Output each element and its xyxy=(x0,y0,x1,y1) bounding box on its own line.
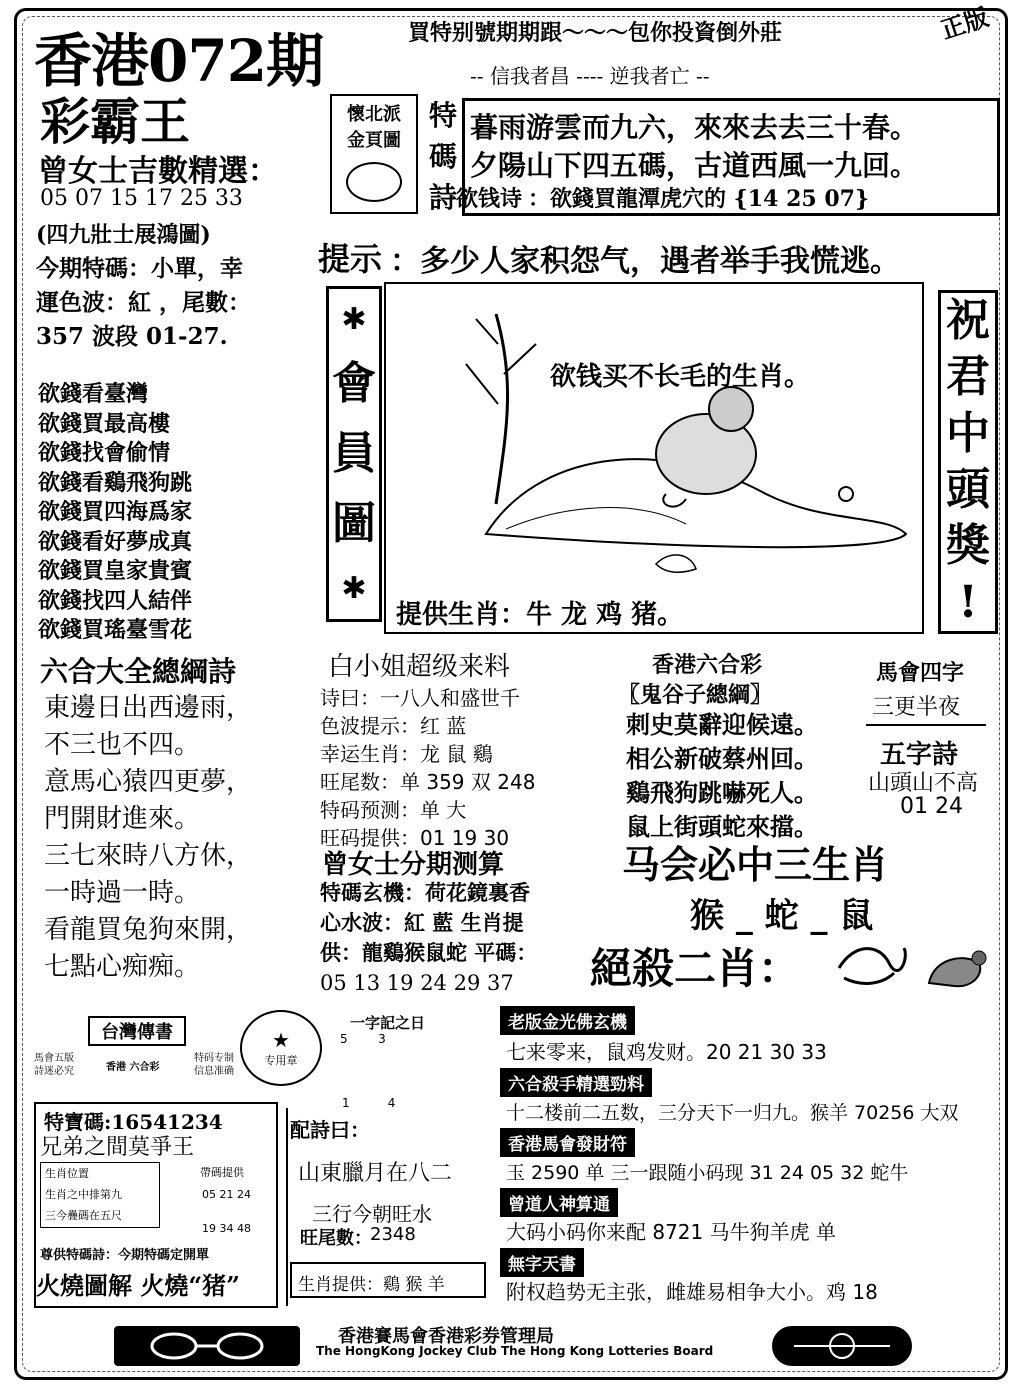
side-num: 19 34 48 xyxy=(202,1222,251,1235)
missbai-title: 白小姐超级来料 xyxy=(328,652,511,682)
lucky-paren: (四九壯士展鴻圖) xyxy=(36,222,211,248)
zodiac-box-line: 生肖位置 xyxy=(45,1167,89,1180)
corner-badge: 正版 xyxy=(937,2,992,45)
money-item: 欲錢看臺灣 xyxy=(38,381,149,407)
subtitle: 彩霸王 xyxy=(40,92,190,151)
one-word-label: 一字記之日 xyxy=(350,1014,426,1032)
liuhe-title: 六合大全總綱詩 xyxy=(40,655,237,688)
missbai-row: 旺尾数：单 359 双 248 xyxy=(320,770,536,794)
picture-caption: 欲钱买不长毛的生肖。 xyxy=(550,362,811,392)
main-title: 香港072期 xyxy=(34,27,324,95)
special-line-1: 今期特碼：小單，幸 xyxy=(36,255,243,282)
logo-emblem xyxy=(346,162,402,202)
tip-text: 附权趋势无主张，雌雄易相争大小。鸡 18 xyxy=(506,1280,878,1304)
tip-text: 大码小码你来配 8721 马牛狗羊虎 单 xyxy=(506,1220,836,1244)
dragon-monkey-icon xyxy=(834,938,994,994)
vertical-char: 中 xyxy=(946,407,990,459)
guigu-line: 鷄飛狗跳嚇死人。 xyxy=(626,778,818,807)
motto: -- 信我者昌 ---- 逆我者亡 -- xyxy=(470,64,710,88)
logo-text: 懷北派 xyxy=(347,104,401,125)
money-item: 欲錢買瑤臺雪花 xyxy=(38,617,193,643)
small-right xyxy=(194,1052,234,1078)
guigu-lines xyxy=(626,708,818,844)
tip-text: 十二楼前二五数，三分天下一归九。猴羊 70256 大双 xyxy=(506,1102,959,1124)
lucky-numbers: 05 07 15 17 25 33 xyxy=(40,186,243,211)
money-item: 欲錢買最高樓 xyxy=(38,410,171,437)
side-num: 05 21 24 xyxy=(202,1188,251,1201)
tag-char: 詩 xyxy=(428,180,457,214)
poem-line-1: 暮雨游雲而九六，來來去去三十春。 xyxy=(470,111,919,144)
kill-two-label: 絕殺二肖： xyxy=(590,944,801,993)
vertical-char: 會 xyxy=(332,358,376,410)
divider xyxy=(866,724,986,726)
stamp-box xyxy=(88,1016,186,1046)
official-seal xyxy=(240,1010,322,1086)
five-char-title: 五字詩 xyxy=(880,740,959,770)
poem-line: 意馬心猿四更夢， xyxy=(44,767,253,797)
poem-line: 一時過一時。 xyxy=(44,878,201,908)
guigu-title: 香港六合彩 xyxy=(652,653,763,678)
fire-map: 火燒圖解 火燒“猪” xyxy=(36,1271,240,1300)
poem-line: 七點心痴痴。 xyxy=(44,952,201,982)
special-poem: 尊供特碼詩：今期特碼定開單 xyxy=(40,1248,210,1263)
money-list xyxy=(38,380,192,646)
poem-line: 東邊日出西邊雨， xyxy=(44,693,253,723)
tip-text: 七来零来，鼠鸡发财。20 21 30 33 xyxy=(506,1040,827,1064)
zodiac-box xyxy=(40,1162,160,1228)
lotteries-logo-icon xyxy=(774,1328,910,1364)
logo-sub: 金頁圖 xyxy=(347,130,401,151)
three-zodiac-title: 马会必中三生肖 xyxy=(622,843,889,887)
tip-label: 六合殺手精選勁料 xyxy=(500,1068,652,1097)
money-item: 欲錢看好夢成真 xyxy=(38,528,193,555)
money-item: 欲錢找四人結伴 xyxy=(38,587,193,614)
zeng-row: 05 13 19 24 29 37 xyxy=(320,971,514,995)
side-label: 帶碼提供 xyxy=(200,1166,244,1179)
vertical-char: 員 xyxy=(332,427,376,479)
poem-line: 三七來時八方休， xyxy=(44,841,253,871)
vertical-char: 獎 xyxy=(946,520,990,572)
poem-1: 山東臘月在八二 xyxy=(298,1161,453,1186)
poem-line-3-label: 欲钱诗 xyxy=(456,186,523,212)
money-item: 欲錢找會偷情 xyxy=(38,440,171,466)
small-text: 特码专制 xyxy=(194,1053,234,1064)
missbai-row: 幸运生肖：龙 鼠 鷄 xyxy=(320,742,493,766)
mahui-title: 馬會四字 xyxy=(876,660,965,686)
liuhe-poem xyxy=(44,690,252,986)
tip-label: 香港馬會發財符 xyxy=(500,1128,635,1157)
five-char-nums: 01 24 xyxy=(900,794,963,819)
missbai-row: 诗曰：一八人和盛世千 xyxy=(320,686,520,710)
monkey-illustration xyxy=(386,284,922,632)
special-line-2: 運色波：紅 ，尾數： xyxy=(36,289,252,316)
hint-label: 提示 xyxy=(318,240,383,278)
poem-line-2: 夕陽山下四五碼，古道西風一九回。 xyxy=(470,149,919,182)
brothers-line: 兄弟之間莫爭王 xyxy=(40,1135,195,1160)
poem-line-3: ：欲錢買龍潭虎穴的 {14 25 07} xyxy=(528,186,870,212)
zeng-rows xyxy=(320,878,537,998)
tag-char: 碼 xyxy=(428,139,457,173)
guigu-line: 刺史莫辭迎候遠。 xyxy=(626,710,818,739)
tip-label: 老版金光佛玄機 xyxy=(500,1006,635,1035)
divider xyxy=(286,1108,288,1306)
guigu-line: 鼠上街頭蛇來擋。 xyxy=(626,812,818,841)
zodiac-box-line: 生肖之中排第九 xyxy=(45,1188,122,1201)
vertical-char: 祝 xyxy=(946,295,990,347)
tag-char: 特 xyxy=(428,99,457,133)
star-icon: ★ xyxy=(272,1028,290,1052)
poem-label: 配詩曰： xyxy=(290,1118,370,1142)
zodiac-provide-box xyxy=(290,1262,486,1298)
footer-line-1: 香港賽馬會香港彩券管理局 xyxy=(338,1326,554,1347)
hint-text: ：多少人家积怨气，遇者举手我慌逃。 xyxy=(390,244,900,279)
one-word-nums: 5 3 xyxy=(340,1032,386,1046)
money-item: 欲錢看鷄飛狗跳 xyxy=(38,469,193,496)
stamp-box-text: 台灣傳書 xyxy=(101,1022,173,1043)
missbai-row: 旺码提供：01 19 30 xyxy=(320,826,510,850)
lotteries-logo xyxy=(772,1326,912,1366)
zodiac-box-line: 三今疊碼在五尺 xyxy=(45,1209,122,1222)
zeng-row: 特碼玄機：荷花鏡裏香 xyxy=(320,880,530,905)
mahui-value: 三更半夜 xyxy=(872,695,961,720)
zeng-row: 心水波：紅 藍 生肖提 xyxy=(320,910,524,935)
footer-line-2: The HongKong Jockey Club The Hong Kong Lotteries Board xyxy=(316,1344,714,1358)
missbai-rows xyxy=(320,684,535,852)
hotline: 特寶碼:16541234 xyxy=(44,1110,223,1134)
poem-line: 門開財進來。 xyxy=(44,804,201,834)
missbai-row: 色波提示：红 蓝 xyxy=(320,714,467,738)
poem-line: 看龍買兔狗來開， xyxy=(44,915,253,945)
small-text: 信息准确 xyxy=(194,1066,234,1077)
hkjc-logo-icon xyxy=(114,1326,300,1366)
missbai-row: 特码预测：单 大 xyxy=(320,798,467,822)
zodiac-provide: 生肖提供：鷄 猴 羊 xyxy=(298,1275,445,1295)
logo-box xyxy=(330,94,418,214)
lucky-heading: 曾女士吉數精選： xyxy=(38,154,278,189)
money-item: 欲錢買皇家貴賓 xyxy=(38,558,193,584)
seal-text: 专用章 xyxy=(264,1054,298,1067)
small-text: 詩迷必究 xyxy=(34,1066,74,1077)
vertical-char: 君 xyxy=(946,351,990,403)
picture-provide: 提供生肖：牛 龙 鸡 猪。 xyxy=(396,600,684,630)
small-text: 馬會五版 xyxy=(34,1053,74,1064)
guigu-line: 相公新破蔡州回。 xyxy=(626,744,818,773)
zeng-section-title: 曾女士分期测算 xyxy=(322,850,505,880)
tip-label: 曾道人神算通 xyxy=(500,1188,618,1217)
special-line-3: 357 波段 01-27. xyxy=(36,323,228,350)
hkjc-logo xyxy=(114,1326,300,1366)
tail-label: 旺尾數： xyxy=(300,1228,372,1249)
member-vertical xyxy=(326,286,382,622)
small-left xyxy=(34,1052,74,1078)
picture-frame xyxy=(384,282,924,634)
zeng-row: 供：龍鷄猴鼠蛇 平碼： xyxy=(320,940,538,965)
three-zodiac-value: 猴 _ 蛇 _ 鼠 xyxy=(690,896,874,936)
small-mid: 香港 六合彩 xyxy=(106,1062,160,1073)
congrats-vertical xyxy=(938,290,998,634)
vertical-char: 圖 xyxy=(332,497,376,549)
five-char-poem: 山頭山不高 xyxy=(868,771,979,796)
poem-2: 三行今朝旺水 xyxy=(312,1202,432,1226)
poem-line: 不三也不四。 xyxy=(44,730,201,760)
tip-text: 玉 2590 单 三一跟随小码现 31 24 05 32 蛇牛 xyxy=(506,1162,909,1184)
guigu-subtitle: 〖鬼谷子總綱〗 xyxy=(618,682,773,708)
star-icon: ✱ xyxy=(341,301,367,337)
tip-label: 無字天書 xyxy=(500,1248,584,1277)
num-row: 1 4 xyxy=(342,1096,396,1110)
tail-value: 2348 xyxy=(370,1224,416,1245)
vertical-char: 頭 xyxy=(946,464,990,516)
top-slogan: 買特别號期期跟～～～包你投資倒外莊 xyxy=(408,20,783,46)
vertical-char: ! xyxy=(958,576,978,628)
money-item: 欲錢買四海爲家 xyxy=(38,499,193,525)
star-icon: ✱ xyxy=(341,571,367,607)
